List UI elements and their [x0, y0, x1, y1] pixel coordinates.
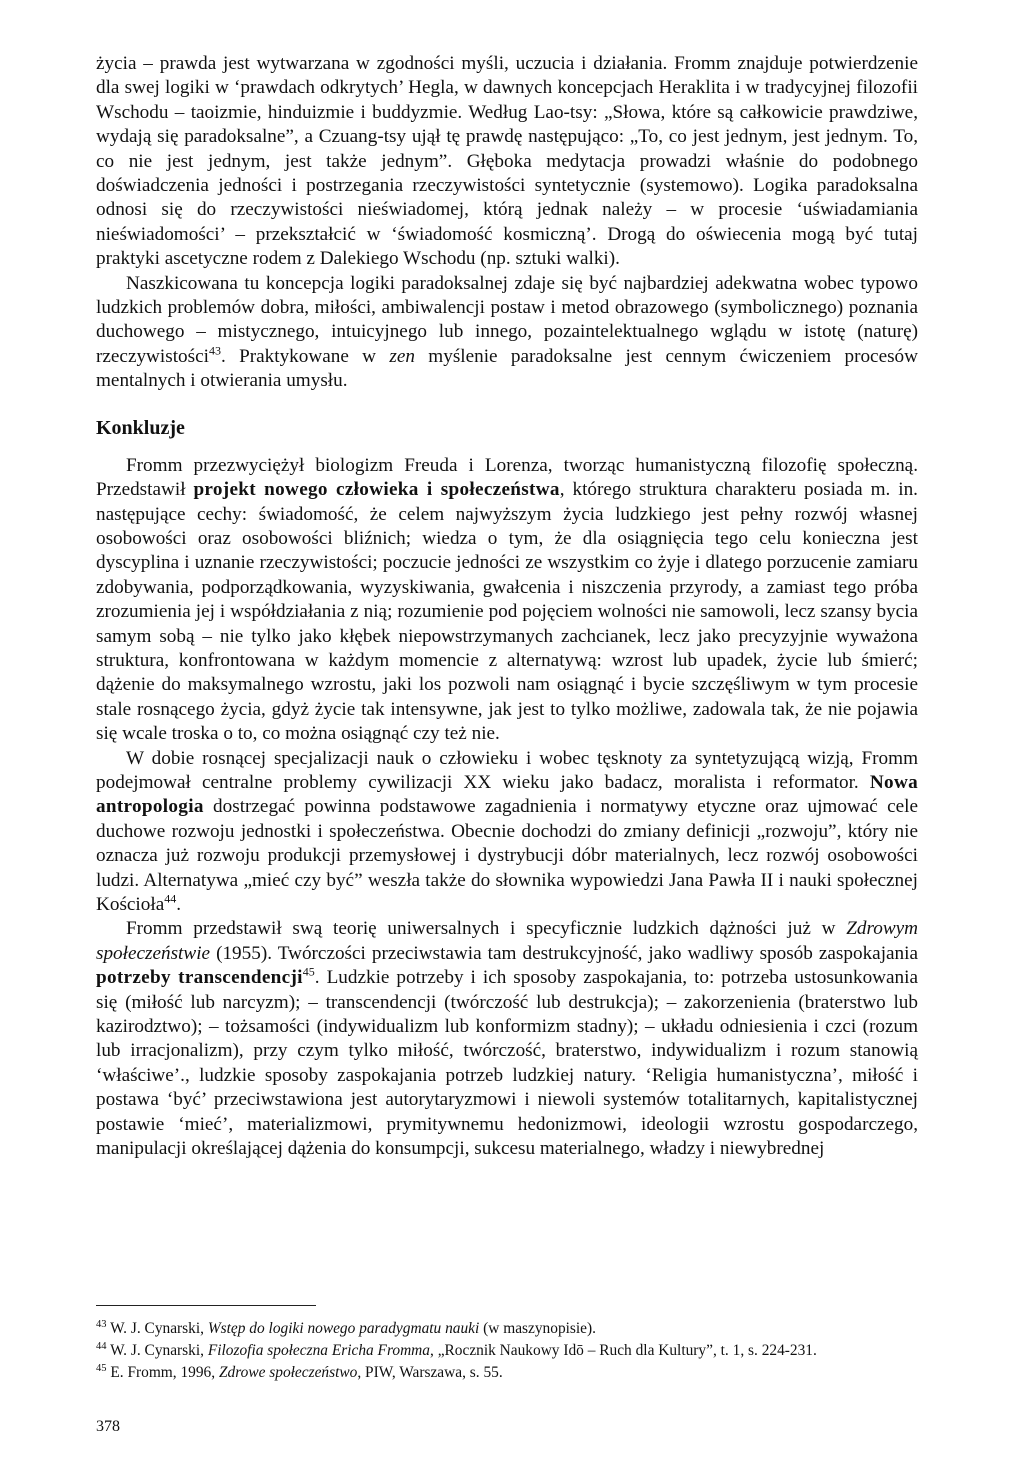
footnote-number: 43 — [96, 1318, 107, 1330]
footnote-ref[interactable]: 43 — [208, 343, 221, 358]
paragraph — [96, 747, 918, 918]
footnote-number: 45 — [96, 1362, 107, 1374]
paragraph-text: życia – prawda jest wytwarzana w zgodności myśli, uczucia i działania. Fromm znajduje potwierdzenie dla swej logiki w ‘prawdach odkrytych’ Hegla, w dawnych koncepcjach Heraklita i w tradycyjnej filozofii Wschodu – taoizmie, hinduizmie i buddyzmie. Według Lao-tsy: „Słowa, które są całkowicie prawdziwe, wydają się paradoksalne”, a Czuang-tsy ujął tę prawdę następująco: „To, co jest jednym, jest jednym. To, co nie jest jednym, jest także jednym”. Głęboka medytacja prowadzi właśnie do podobnego doświadczenia jedności i postrzegania rzeczywistości syntetycznie (systemowo). Logika paradoksalna odnosi się do rzeczywistości nieświadomej, którą jednak należy – w procesie ‘uświadamiania nieświadomości’ – przekształcić w ‘świadomość kosmiczną’. Drogą do oświecenia mogą być tutaj praktyki ascetyczne rodem z Dalekiego Wschodu (np. sztuki walki). — [96, 53, 918, 270]
footnote-text: E. Fromm, 1996, — [106, 1364, 219, 1381]
footnote-text: W. J. Cynarski, — [106, 1320, 208, 1337]
paragraph-text: . Ludzkie potrzeby i ich sposoby zaspokajania, to: potrzeba ustosunkowania się (miłość lub narcyzm); – transcendencji (twórczość lub destrukcja); – zakorzenienia (braterstwo lub kazirodztwo); – tożsamości (indywidualizm lub konformizm stadny); – układu odniesienia i czci (rozum lub irracjonalizm), przy czym tylko miłość, twórczość, braterstwo, indywidualizm i rozum stanowią ‘właściwe’., ludzkie sposoby zaspokajania potrzeb ludzkiej natury. ‘Religia humanistyczna’, miłość i postawa ‘być’ przeciwstawiona jest autorytaryzmowi i niewoli systemów totalitarnych, kapitalistycznej postawie ‘mieć’, materializmowi, prymitywnemu hedonizmowi, ideologii wzrostu gospodarczego, manipulacji określającej dążenia do konsumpcji, sukcesu materialnego, władzy i niewybrednej — [96, 967, 918, 1160]
page-number: 378 — [96, 1418, 120, 1435]
footnotes — [96, 1318, 918, 1384]
section-heading: Konkluzje — [96, 416, 185, 439]
paragraph-text: . — [176, 894, 182, 915]
paragraph-text: Fromm przezwyciężył biologizm Freuda i Lorenza, tworząc humanistyczną filozofię społeczną. Przedstawił — [96, 454, 918, 501]
paragraph — [96, 52, 918, 272]
footnote-divider — [96, 1305, 316, 1306]
paragraph-text: Fromm przedstawił swą teorię uniwersalnych i specyficznie ludzkich dążności już w — [126, 918, 847, 940]
footnote-title: Filozofia społeczna Ericha Fromma — [207, 1342, 430, 1359]
footnote-ref[interactable]: 44 — [164, 891, 177, 906]
paragraph-text-bold: potrzeby transcendencji — [96, 967, 303, 989]
footnote-text: , PIW, Warszawa, s. 55. — [357, 1364, 503, 1381]
footnote-number: 44 — [96, 1340, 107, 1352]
paragraph-text: (1955). Twórczości przeciwstawia tam destrukcyjność, jako wadliwy sposób zaspokajania — [210, 942, 918, 964]
paragraph-text: . Praktykowane w — [220, 345, 390, 367]
paragraph-text: , którego struktura charakteru posiada m. in. następujące cechy: świadomość, że celem najwyższym życia ludzkiego jest pełny rozwój własnej osobowości oraz osobowości bliźnich; wiedza o tym, że dla osiągnięcia tego celu konieczna jest dyscyplina i uznanie rzeczywistości; poczucie jedności ze wszystkim co żyje i dlatego porzucenie zamiaru zdobywania, podporządkowania, wyzyskiwania, gwałcenia i niszczenia przyrody, a zamiast tego próba zrozumienia jej i współdziałania z nią; rozumienie pod pojęciem wolności nie samowoli, lecz szansy bycia samym sobą – nie tylko jako kłębek niepowstrzymanych zachcianek, lecz jako precyzyjnie wyważona struktura, konfrontowana w każdym momencie z alternatywą: wzrost lub upadek, życie lub śmierć; dążenie do maksymalnego wzrostu, jaki los pozwoli nam osiągnąć i bycie szczęśliwym w tym procesie stale rosnącego życia, gdyż życie tak intensywne, jak jest to tylko możliwe, zadowala tak, że nie pojawia się wcale troska o to, co można osiągnąć czy też nie. — [96, 479, 918, 745]
footnote-title: Wstęp do logiki nowego paradygmatu nauki — [207, 1320, 480, 1337]
paragraph-text-bold: projekt nowego człowieka i społeczeństwa — [193, 479, 560, 501]
paragraph-text-italic: zen — [389, 345, 415, 367]
paragraph — [96, 917, 918, 1161]
footnote — [96, 1362, 918, 1384]
paragraph-text: myślenie paradoksalne jest cennym ćwiczeniem procesów mentalnych i otwierania umysłu. — [96, 345, 919, 392]
paragraph-text: dostrzegać powinna podstawowe zagadnienia i normatywy etyczne oraz ujmować cele duchowe rozwoju jednostki i społeczeństwa. Obecnie dochodzi do zmiany definicji „rozwoju”, który nie oznacza już rozwoju produkcji przemysłowej i dystrybucji dóbr materialnych, lecz rozwój osobowości ludzi. Alternatywa „mieć czy być” weszła także do słownika wypowiedzi Jana Pawła II i nauki społecznej Kościoła — [96, 796, 918, 915]
footnote — [96, 1318, 918, 1340]
paragraph-text: Naszkicowana tu koncepcja logiki paradoksalnej zdaje się być najbardziej adekwatna wobec typowo ludzkich problemów dobra, miłości, ambiwalencji postaw i metod obrazowego (symbolicznego) poznania duchowego – mistycznego, intuicyjnego lub innego, pozaintelektualnego wglądu w istotę (naturę) rzeczywistości — [96, 272, 918, 367]
footnote-text: W. J. Cynarski, — [106, 1342, 208, 1359]
paragraph — [96, 454, 918, 747]
footnote-text: , „Rocznik Naukowy Idō – Ruch dla Kultury”, t. 1, s. 224-231. — [430, 1342, 817, 1359]
footnote-title: Zdrowe społeczeństwo — [218, 1364, 358, 1381]
footnote-text: (w maszynopisie). — [479, 1320, 596, 1337]
paragraph-text-italic: Zdrowym społeczeństwie — [96, 918, 918, 964]
footnote-ref[interactable]: 45 — [302, 964, 315, 979]
paragraph — [96, 272, 918, 394]
paragraph-text-bold: Nowa antropologia — [96, 771, 918, 818]
page-body — [96, 52, 918, 1161]
footnote — [96, 1340, 918, 1362]
paragraph-text: W dobie rosnącej specjalizacji nauk o człowieku i wobec tęsknoty za syntetyzującą wizją, Fromm podejmował centralne problemy cywilizacji XX wieku jako badacz, moralista i reformator. — [96, 747, 918, 793]
